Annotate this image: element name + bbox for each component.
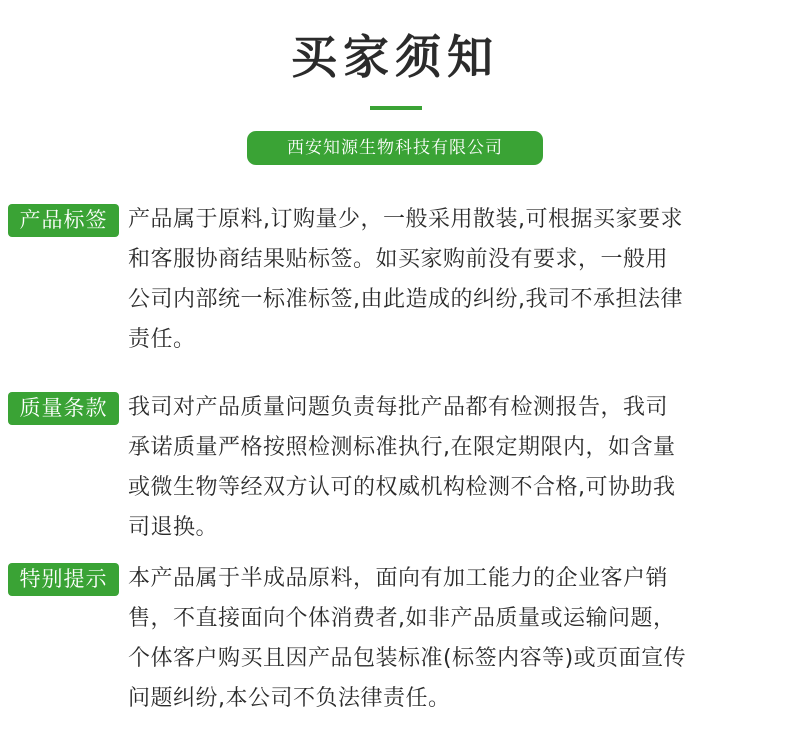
text-line: 我司对产品质量问题负责每批产品都有检测报告，我司 [128,395,669,420]
text-line: 个体客户购买且因产品包装标准(标签内容等)或页面宣传 [128,646,687,671]
section-body [128,200,778,360]
text-line: 问题纠纷,本公司不负法律责任。 [128,686,451,711]
text-line: 和客服协商结果贴标签。如买家购前没有要求，一般用 [128,247,669,272]
text-line: 或微生物等经双方认可的权威机构检测不合格,可协助我 [128,475,676,500]
text-line: 产品属于原料,订购量少，一般采用散装,可根据买家要求 [128,207,683,232]
section-tag: 产品标签 [8,204,119,237]
section-body [128,388,778,548]
text-line: 承诺质量严格按照检测标准执行,在限定期限内，如含量 [128,435,676,460]
text-line: 公司内部统一标准标签,由此造成的纠纷,我司不承担法律 [128,287,683,312]
text-line: 责任。 [128,327,196,352]
text-line: 本产品属于半成品原料，面向有加工能力的企业客户销 [128,566,669,591]
title-underline [370,106,422,110]
company-name-badge: 西安知源生物科技有限公司 [247,131,543,165]
section-body [128,559,778,719]
section-tag: 质量条款 [8,392,119,425]
text-line: 售，不直接面向个体消费者,如非产品质量或运输问题， [128,606,676,631]
section-tag: 特别提示 [8,563,119,596]
text-line: 司退换。 [128,515,219,540]
page-title: 买家须知 [291,30,499,84]
